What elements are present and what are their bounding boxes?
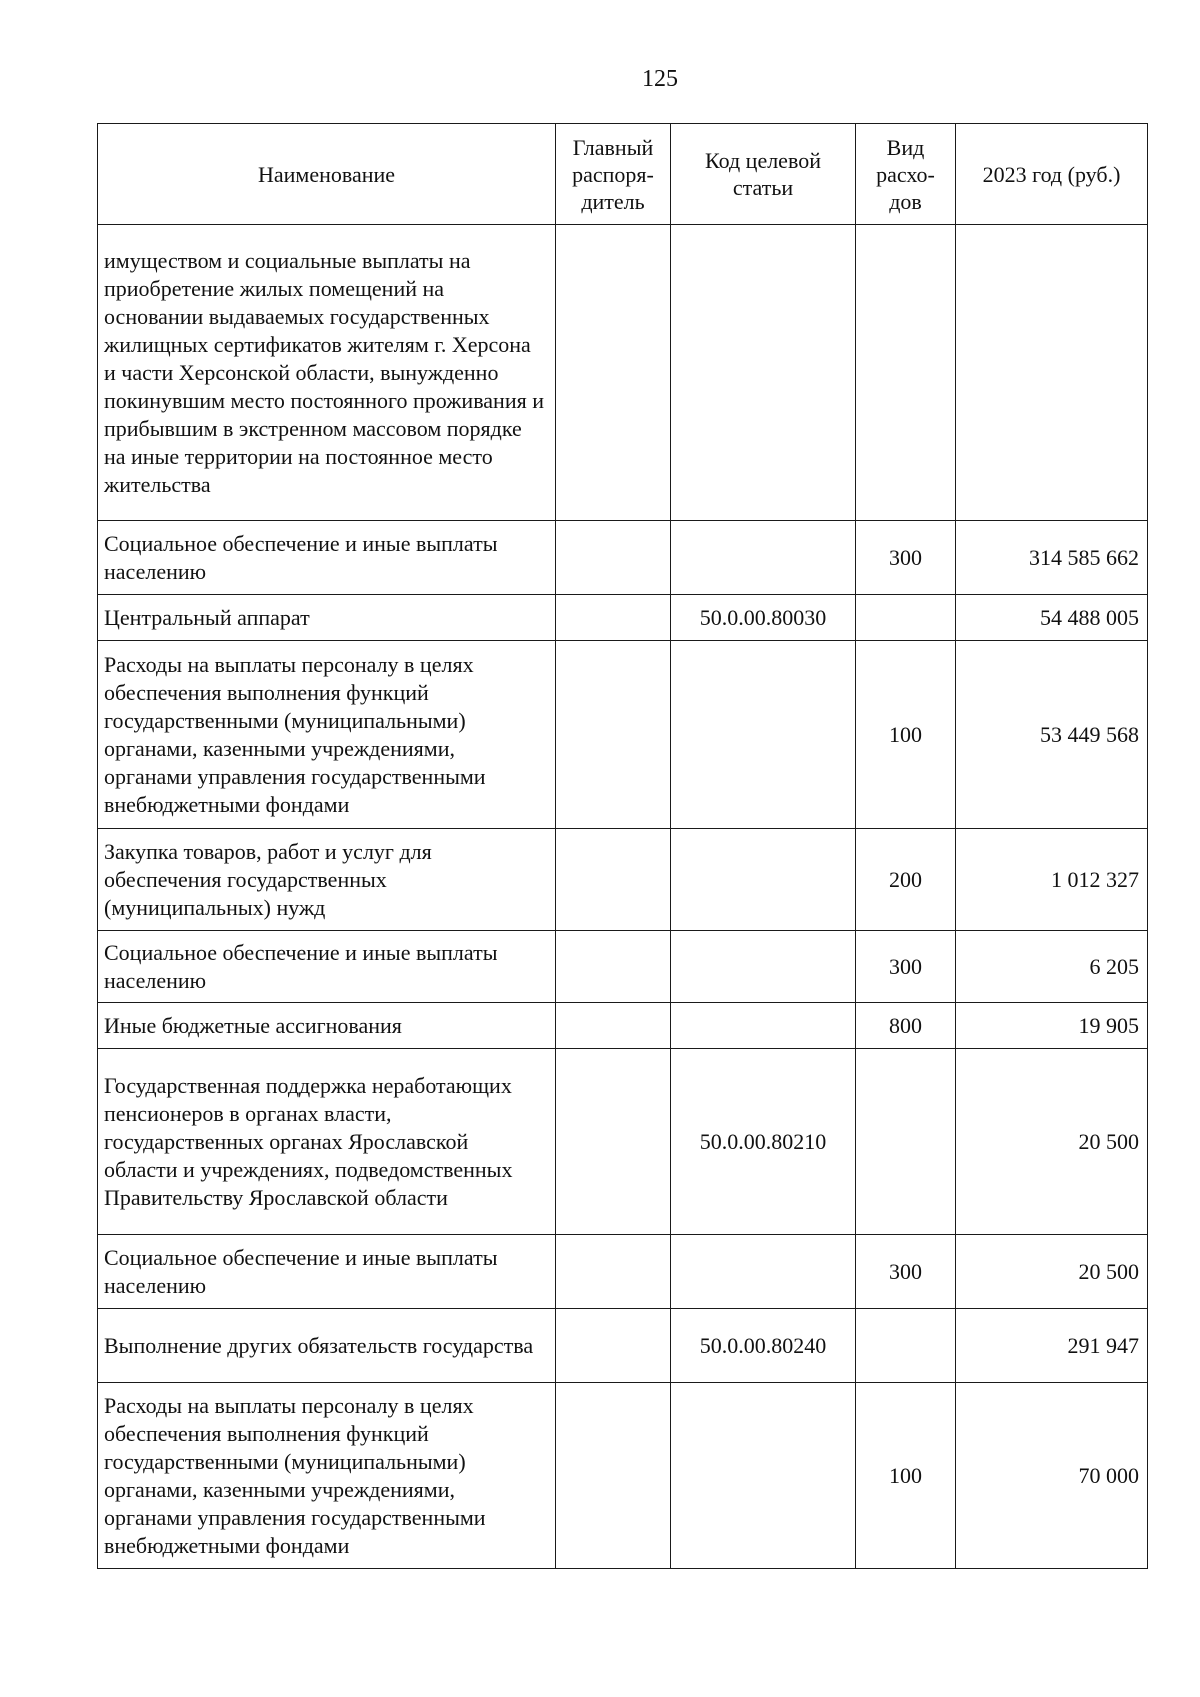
row-name: Социальное обеспечение и иные выплаты населению xyxy=(98,931,556,1003)
row-manager xyxy=(556,1235,671,1309)
column-header-expense-type: Вид расхо-дов xyxy=(856,124,956,225)
row-name: Социальное обеспечение и иные выплаты населению xyxy=(98,521,556,595)
row-target-code: 50.0.00.80240 xyxy=(671,1309,856,1383)
row-amount: 1 012 327 xyxy=(956,829,1148,931)
row-name: Центральный аппарат xyxy=(98,595,556,641)
column-header-name: Наименование xyxy=(98,124,556,225)
table-row xyxy=(98,1003,1148,1049)
table-header-row xyxy=(98,124,1148,225)
table-row xyxy=(98,641,1148,829)
page-number: 125 xyxy=(642,66,678,92)
row-amount: 19 905 xyxy=(956,1003,1148,1049)
row-target-code xyxy=(671,225,856,521)
row-expense-type: 300 xyxy=(856,931,956,1003)
row-amount: 6 205 xyxy=(956,931,1148,1003)
row-name: Социальное обеспечение и иные выплаты населению xyxy=(98,1235,556,1309)
row-target-code xyxy=(671,1383,856,1569)
column-header-manager: Главный распоря-дитель xyxy=(556,124,671,225)
row-expense-type: 100 xyxy=(856,641,956,829)
table-row xyxy=(98,1049,1148,1235)
table-row xyxy=(98,1383,1148,1569)
row-expense-type xyxy=(856,595,956,641)
row-name: Расходы на выплаты персоналу в целях обеспечения выполнения функций государственными (муниципальными) органами, казенными учреждениями, органами управления государственными внебюджетными фондами xyxy=(98,641,556,829)
row-target-code xyxy=(671,829,856,931)
row-manager xyxy=(556,1049,671,1235)
row-manager xyxy=(556,641,671,829)
table-row xyxy=(98,521,1148,595)
row-manager xyxy=(556,1383,671,1569)
row-expense-type xyxy=(856,1049,956,1235)
row-amount: 20 500 xyxy=(956,1049,1148,1235)
row-name: Государственная поддержка неработающих пенсионеров в органах власти, государственных органах Ярославской области и учреждениях, подведомственных Правительству Ярославской области xyxy=(98,1049,556,1235)
row-expense-type: 300 xyxy=(856,1235,956,1309)
row-amount: 53 449 568 xyxy=(956,641,1148,829)
row-expense-type xyxy=(856,1309,956,1383)
row-amount: 20 500 xyxy=(956,1235,1148,1309)
column-header-year: 2023 год (руб.) xyxy=(956,124,1148,225)
row-target-code: 50.0.00.80210 xyxy=(671,1049,856,1235)
row-expense-type: 800 xyxy=(856,1003,956,1049)
row-amount: 54 488 005 xyxy=(956,595,1148,641)
row-target-code: 50.0.00.80030 xyxy=(671,595,856,641)
row-amount: 291 947 xyxy=(956,1309,1148,1383)
row-target-code xyxy=(671,1235,856,1309)
row-expense-type xyxy=(856,225,956,521)
table-row xyxy=(98,225,1148,521)
column-header-target-code: Код целевой статьи xyxy=(671,124,856,225)
row-manager xyxy=(556,931,671,1003)
row-manager xyxy=(556,1309,671,1383)
row-name: Выполнение других обязательств государства xyxy=(98,1309,556,1383)
row-expense-type: 200 xyxy=(856,829,956,931)
table-row xyxy=(98,595,1148,641)
table-row xyxy=(98,1309,1148,1383)
row-amount xyxy=(956,225,1148,521)
row-manager xyxy=(556,1003,671,1049)
table-row xyxy=(98,829,1148,931)
row-expense-type: 300 xyxy=(856,521,956,595)
row-amount: 70 000 xyxy=(956,1383,1148,1569)
row-name: Закупка товаров, работ и услуг для обеспечения государственных (муниципальных) нужд xyxy=(98,829,556,931)
row-target-code xyxy=(671,521,856,595)
row-name: имуществом и социальные выплаты на приобретение жилых помещений на основании выдаваемых государственных жилищных сертификатов жителям г. Херсона и части Херсонской области, вынужденно покинувшим место постоянного проживания и прибывшим в экстренном массовом порядке на иные территории на постоянное место жительства xyxy=(98,225,556,521)
row-target-code xyxy=(671,1003,856,1049)
row-amount: 314 585 662 xyxy=(956,521,1148,595)
row-expense-type: 100 xyxy=(856,1383,956,1569)
row-name: Расходы на выплаты персоналу в целях обеспечения выполнения функций государственными (муниципальными) органами, казенными учреждениями, органами управления государственными внебюджетными фондами xyxy=(98,1383,556,1569)
row-target-code xyxy=(671,931,856,1003)
budget-table xyxy=(97,123,1148,1569)
row-manager xyxy=(556,225,671,521)
row-name: Иные бюджетные ассигнования xyxy=(98,1003,556,1049)
row-manager xyxy=(556,521,671,595)
row-manager xyxy=(556,829,671,931)
table-row xyxy=(98,1235,1148,1309)
row-manager xyxy=(556,595,671,641)
row-target-code xyxy=(671,641,856,829)
table-row xyxy=(98,931,1148,1003)
